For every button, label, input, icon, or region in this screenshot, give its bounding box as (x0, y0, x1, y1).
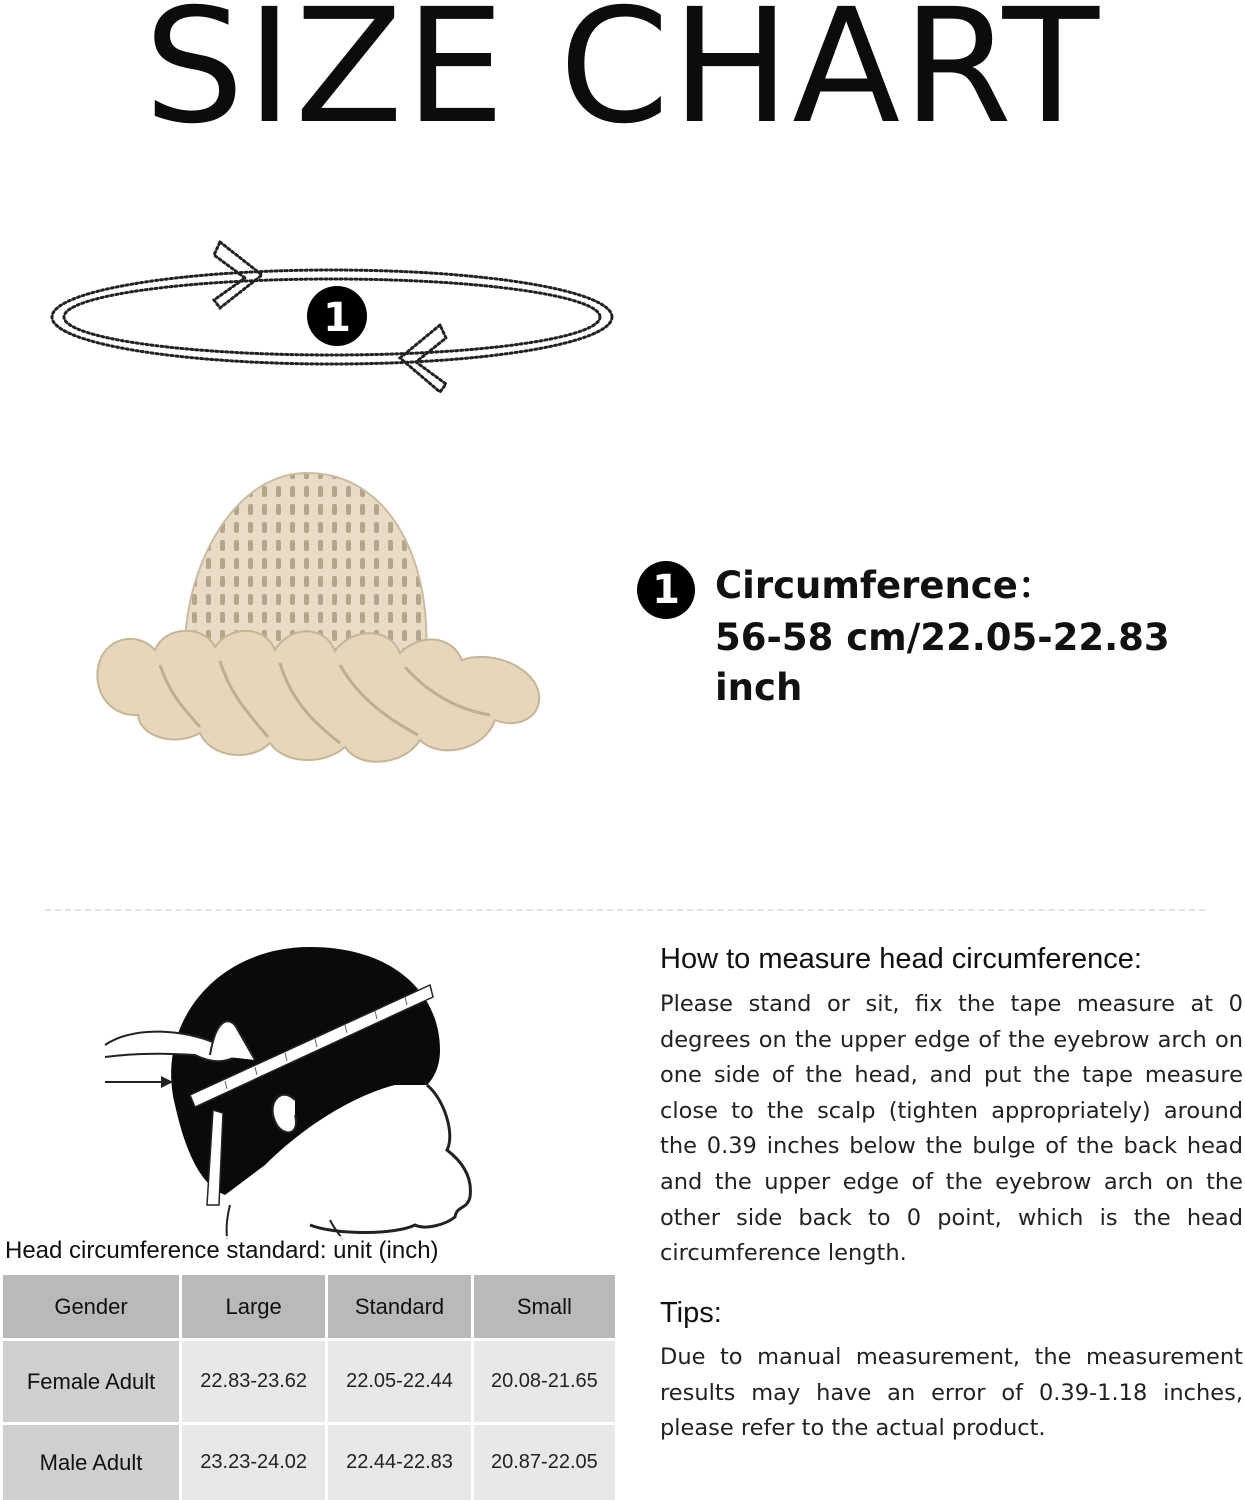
diagram-marker: 1 (323, 295, 351, 341)
table-header: Gender (2, 1274, 181, 1340)
table-cell: 20.08-21.65 (472, 1340, 616, 1424)
table-cell: Female Adult (2, 1340, 181, 1424)
table-cell: 22.05-22.44 (327, 1340, 473, 1424)
standard-label: Head circumference standard: unit (inch) (5, 1237, 439, 1264)
howto-title: How to measure head circumference: (660, 943, 1142, 975)
measurement-marker: 1 (637, 561, 695, 619)
howto-body: Please stand or sit, fix the tape measure at 0 degrees on the upper edge of the eyebrow arch on one side of the head, and put the tape measure close to the scalp (tighten appropriately) around the 0.39 inches below the bulge of the back head and the upper edge of the eyebrow arch on the other side back to 0 point, which is the head circumference length. (660, 991, 1243, 1267)
table-cell: 23.23-24.02 (181, 1424, 327, 1500)
tips-title: Tips: (660, 1297, 722, 1329)
table-cell: 22.44-22.83 (327, 1424, 473, 1500)
circumference-arrow-icon (40, 230, 630, 410)
table-header: Large (181, 1274, 327, 1340)
circumference-value: 56-58 cm/22.05-22.83 inch (715, 616, 1170, 709)
circumference-label: Circumference： (715, 564, 1055, 607)
head-measure-icon (95, 935, 495, 1240)
hat-photo (90, 465, 550, 770)
table-header: Small (472, 1274, 616, 1340)
size-table (0, 1272, 618, 1500)
table-row (2, 1340, 617, 1424)
page-title: SIZE CHART (143, 0, 1102, 159)
section-divider (45, 909, 1205, 911)
table-row (2, 1424, 617, 1500)
tips-body: Due to manual measurement, the measurement results may have an error of 0.39-1.18 inches, please refer to the actual product. (660, 1344, 1243, 1442)
table-cell: 20.87-22.05 (472, 1424, 616, 1500)
table-cell: 22.83-23.62 (181, 1340, 327, 1424)
table-header-row (2, 1274, 617, 1340)
table-header: Standard (327, 1274, 473, 1340)
table-cell: Male Adult (2, 1424, 181, 1500)
